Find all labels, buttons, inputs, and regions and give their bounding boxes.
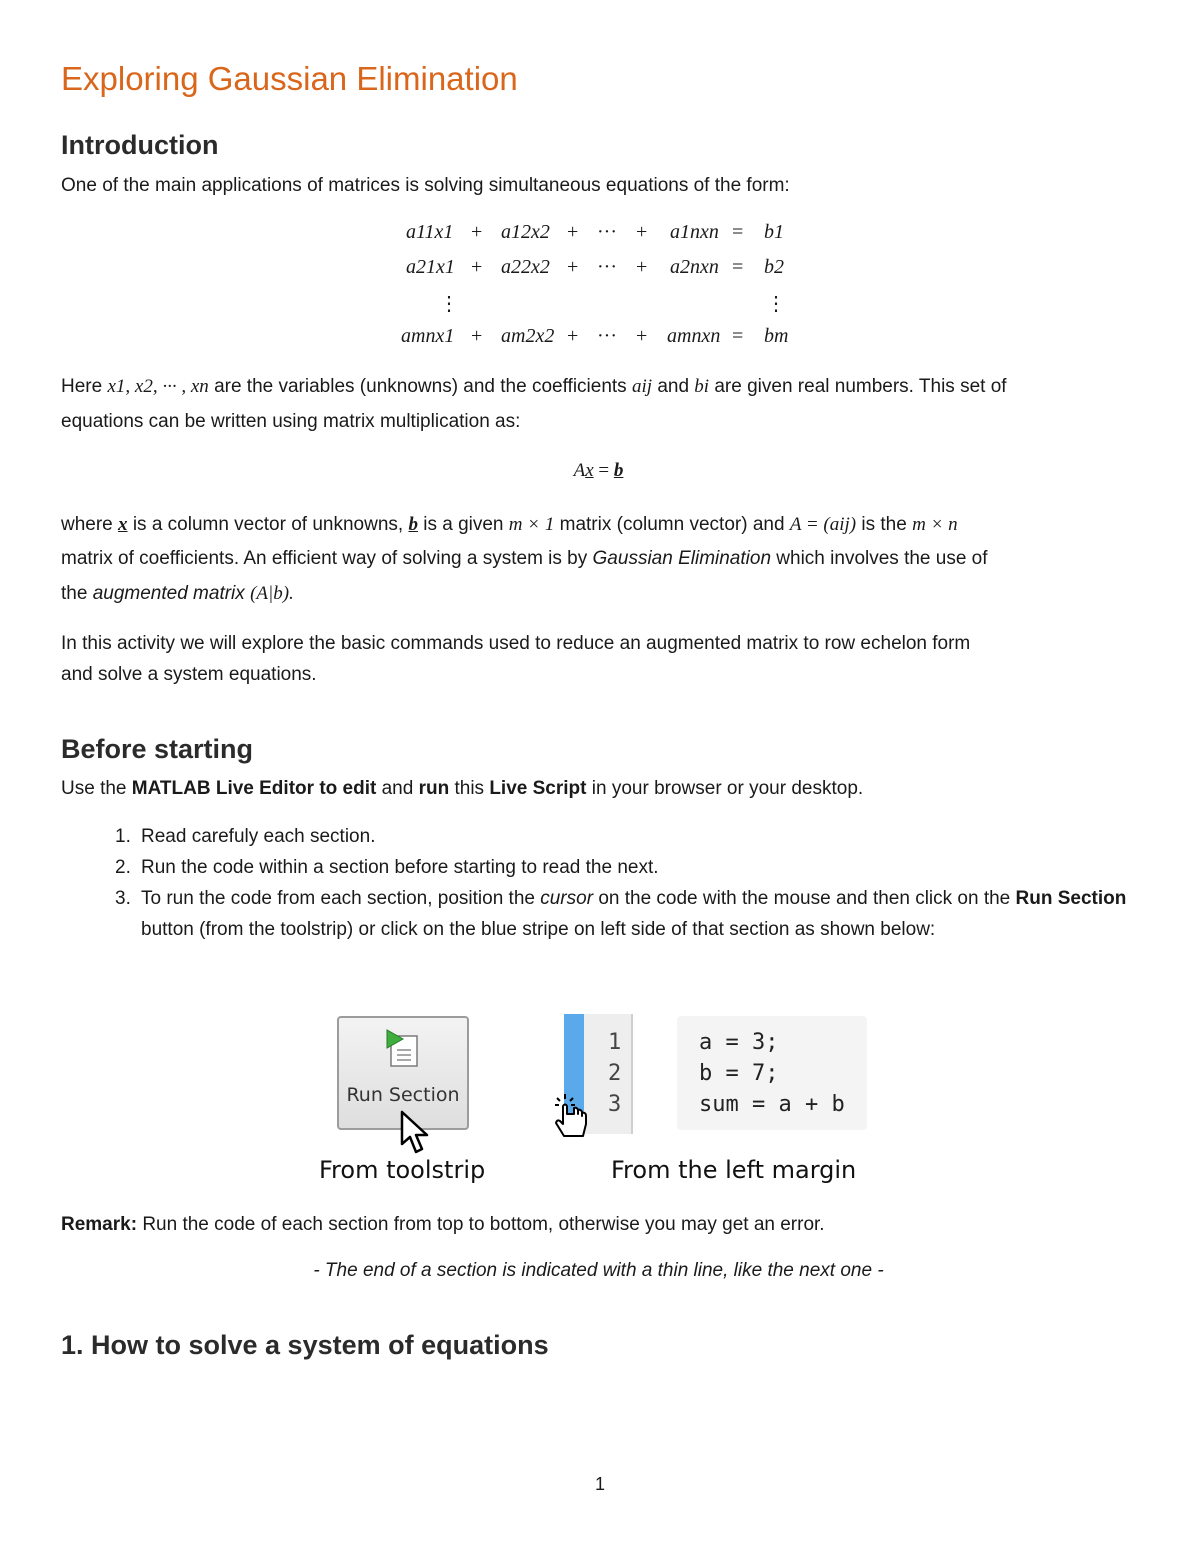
intro-paragraph-1: One of the main applications of matrices is solving simultaneous equations of the form:: [61, 175, 790, 196]
list-number: 1.: [115, 826, 131, 847]
eq-op: +: [471, 325, 483, 347]
list-number: 3.: [115, 888, 131, 909]
term-gaussian-elimination: Gaussian Elimination: [592, 548, 772, 569]
bold-matlab-live-editor: MATLAB Live Editor: [131, 778, 315, 799]
eq-op: +: [471, 221, 483, 243]
code-line: sum = a + b: [699, 1092, 845, 1117]
intro-heading: Introduction: [61, 130, 219, 160]
remark-label: Remark:: [61, 1214, 138, 1235]
line-number: 3: [608, 1092, 622, 1117]
page-number: 1: [594, 1474, 605, 1494]
eq-term: a22x2: [501, 256, 550, 278]
eq-op: +: [636, 221, 648, 243]
eq-term: a11x1: [406, 221, 454, 243]
eq-vdots: ⋮: [439, 293, 459, 315]
caption-toolstrip: From toolstrip: [319, 1156, 486, 1184]
text-span: and: [657, 376, 690, 397]
eq-op: +: [471, 256, 483, 278]
eq-term: amnx1: [401, 325, 455, 347]
line-number: 1: [608, 1030, 622, 1055]
eq-op: =: [732, 256, 744, 278]
text-span: where: [61, 514, 113, 535]
bold-run: run: [418, 778, 450, 799]
list-text: Read carefuly each section.: [141, 826, 376, 847]
text-span: button (from the toolstrip) or click on the blue stripe on left side of that section as shown: [141, 919, 875, 940]
run-section-label: Run Section: [346, 1084, 460, 1106]
list-item: [61, 852, 1136, 883]
term-cursor: cursor: [540, 888, 594, 909]
text-span: matrix (column vector) and: [559, 514, 785, 535]
math-b: b: [408, 514, 418, 535]
bold-live-script: Live Script: [489, 778, 587, 799]
text-span: in your browser or your desktop.: [591, 778, 864, 799]
text-span: on the code with the mouse and then click on the: [598, 888, 1011, 909]
term-augmented-matrix: augmented matrix: [92, 583, 245, 604]
eq-vdots: ⋮: [766, 293, 786, 315]
math-augmented: (A|b).: [250, 583, 294, 604]
text-span: the: [61, 583, 88, 604]
intro-paragraph-3-line3: [61, 578, 1136, 609]
intro-paragraph-2-line2: equations can be written using matrix multiplication as:: [61, 411, 521, 432]
code-line: b = 7;: [699, 1061, 779, 1086]
math-m-by-n: m × n: [912, 514, 958, 535]
text-span: is a column vector of unknowns,: [132, 514, 404, 535]
bold-to: to: [319, 778, 338, 799]
eq-term: b1: [764, 221, 784, 243]
math-A-def: A = (aij): [789, 514, 857, 535]
matrix-equation: [61, 455, 1136, 486]
math-m-by-1: m × 1: [508, 514, 555, 535]
text-span: is a given: [423, 514, 504, 535]
text-span: are given real numbers. This set of: [714, 376, 1007, 397]
equation-row-1: [61, 221, 1136, 251]
eq-term: bm: [764, 325, 789, 347]
eq-term: a12x2: [501, 221, 550, 243]
eq-op: ···: [597, 221, 617, 243]
run-section-icon: [385, 1028, 421, 1068]
bold-run-section: Run Section: [1015, 888, 1127, 909]
eq-op: +: [567, 325, 579, 347]
math-equals: =: [593, 460, 614, 481]
section-1-heading: 1. How to solve a system of equations: [61, 1330, 549, 1360]
steps-list: [61, 821, 1136, 945]
eq-op: +: [636, 256, 648, 278]
equation-row-dots: [61, 291, 1136, 321]
intro-paragraph-2-line1: [61, 371, 1136, 402]
math-b: b: [613, 460, 624, 481]
code-line: a = 3;: [699, 1030, 779, 1055]
intro-paragraph-4-line2: and solve a system equations.: [61, 664, 317, 685]
before-starting-heading: Before starting: [61, 734, 254, 764]
eq-term: am2x2: [501, 325, 555, 347]
intro-paragraph-4-line1: In this activity we will explore the basic commands used to reduce an augmented matrix to row echelon form: [61, 633, 971, 654]
text-span: Use the: [61, 778, 127, 799]
eq-op: =: [732, 325, 744, 347]
eq-term: a1nxn: [670, 221, 719, 243]
math-x: x: [585, 460, 594, 481]
page-title: Exploring Gaussian Elimination: [61, 60, 518, 97]
text-span: and: [381, 778, 414, 799]
remark: [61, 1209, 1136, 1240]
text-span: which involves the use of: [776, 548, 988, 569]
text-span: matrix of coefficients. An efficient way of solving a system is by: [61, 548, 588, 569]
eq-op: =: [732, 221, 744, 243]
intro-paragraph-3-line1: [61, 509, 1136, 540]
mouse-pointer-icon: [399, 1110, 429, 1156]
text-span: are the variables (unknowns) and the coefficients: [214, 376, 627, 397]
eq-term: a21x1: [406, 256, 455, 278]
equation-row-m: [61, 325, 1136, 355]
text-span: this: [454, 778, 485, 799]
math-x: x: [118, 514, 128, 535]
math-bi: bi: [694, 376, 710, 397]
hand-cursor-icon: [553, 1092, 593, 1142]
section-end-note: - The end of a section is indicated with a thin line, like the next one -: [313, 1260, 884, 1281]
eq-op: ···: [597, 256, 617, 278]
eq-op: +: [567, 256, 579, 278]
caption-left-margin: From the left margin: [611, 1156, 857, 1184]
eq-op: +: [567, 221, 579, 243]
text-span: below:: [880, 919, 936, 940]
text-span: To run the code from each section, position the: [141, 888, 535, 909]
intro-paragraph-3-line2: [61, 543, 1136, 574]
bold-edit: edit: [342, 778, 377, 799]
math-aij: aij: [631, 376, 653, 397]
list-item: [61, 821, 1136, 852]
run-section-figure: [61, 1010, 1136, 1190]
list-text: Run the code within a section before starting to read the next.: [141, 857, 659, 878]
remark-text: Run the code of each section from top to bottom, otherwise you may get an error.: [142, 1214, 825, 1235]
list-item: [61, 883, 1136, 945]
equation-row-2: [61, 256, 1136, 286]
before-starting-intro: [61, 773, 1136, 804]
eq-op: ···: [597, 325, 617, 347]
text-span: is the: [861, 514, 907, 535]
eq-term: b2: [764, 256, 784, 278]
eq-op: +: [636, 325, 648, 347]
math-A: A: [573, 460, 586, 481]
math-variables: x1, x2, ··· , xn: [107, 376, 209, 397]
list-number: 2.: [115, 857, 131, 878]
code-snippet: [677, 1016, 867, 1130]
line-number: 2: [608, 1061, 622, 1086]
text-span: Here: [61, 376, 103, 397]
eq-term: amnxn: [667, 325, 721, 347]
eq-term: a2nxn: [670, 256, 719, 278]
